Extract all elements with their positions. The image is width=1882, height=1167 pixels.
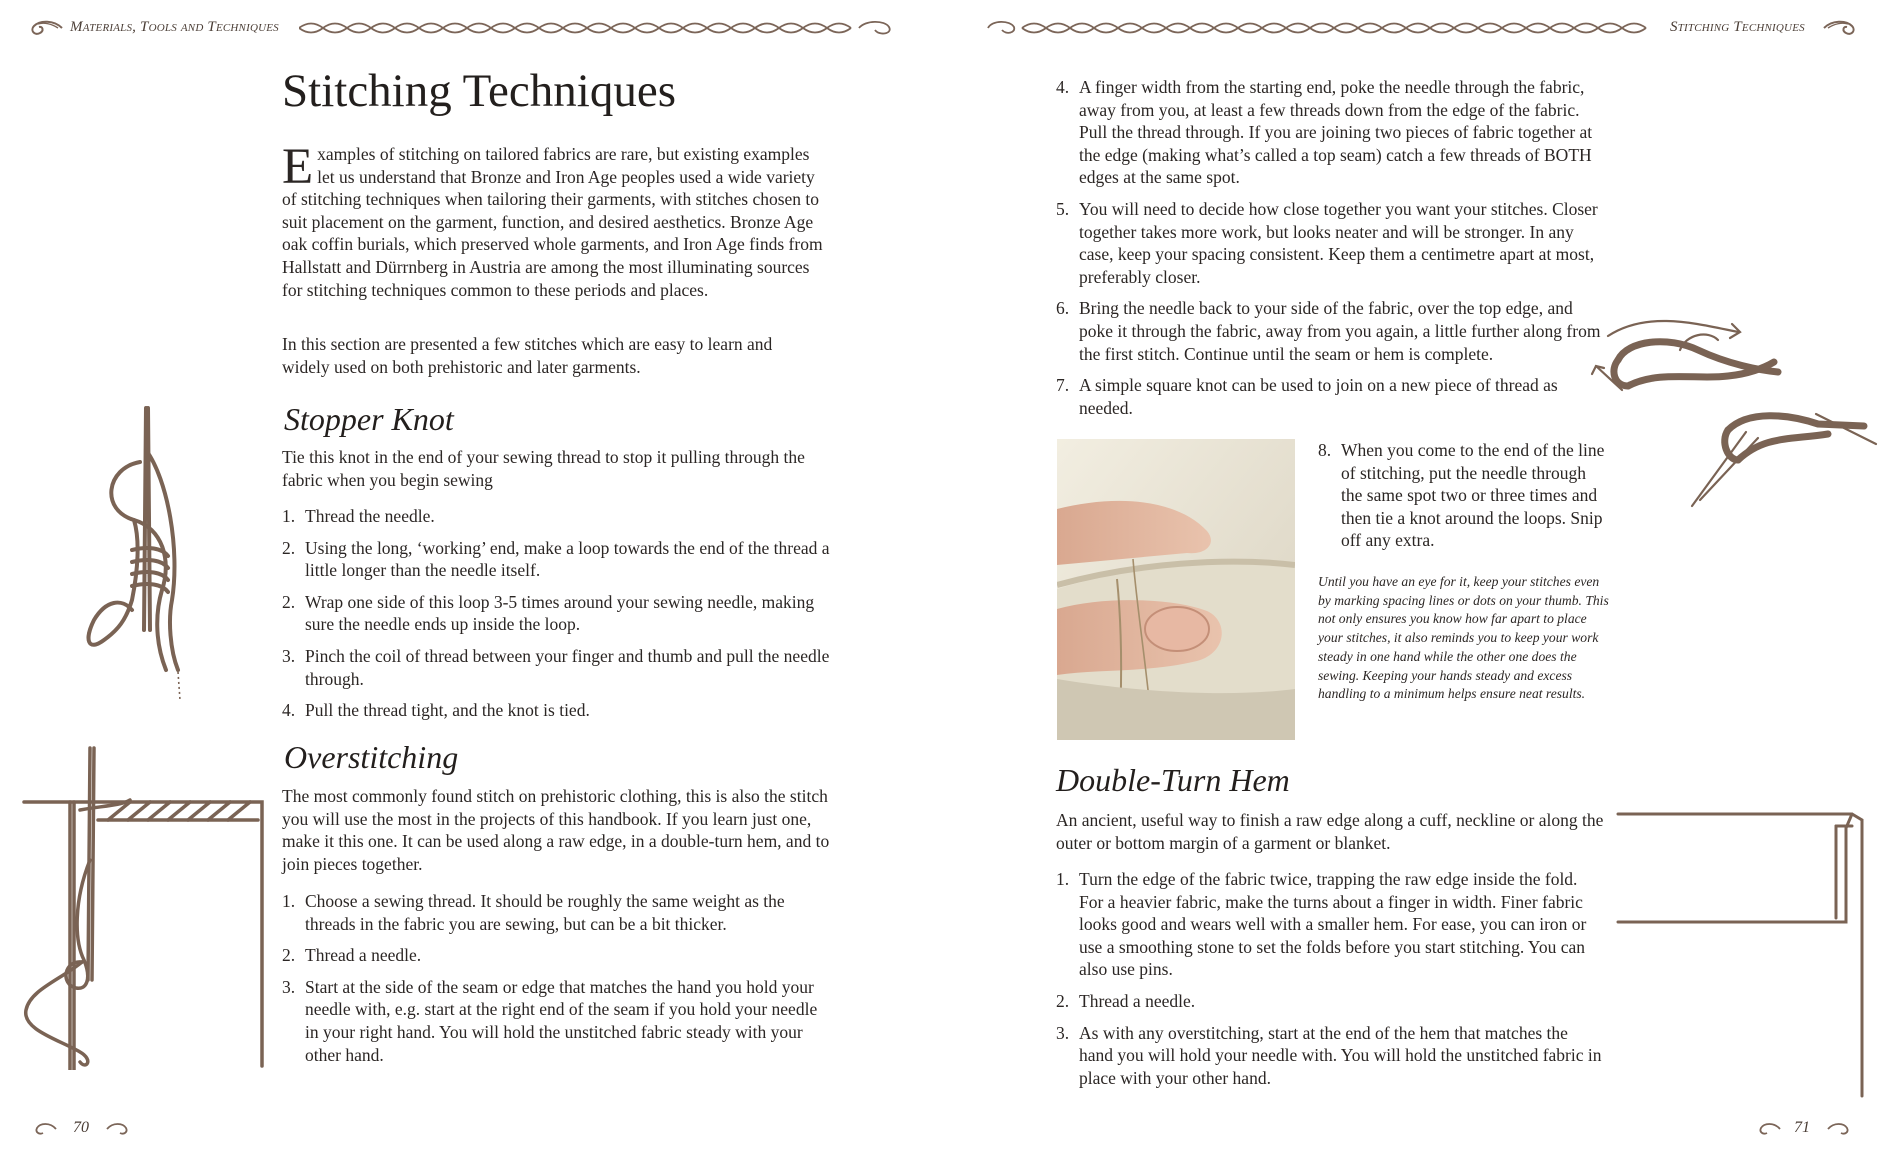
double-turn-hem-steps <box>1056 868 1606 1098</box>
list-item <box>282 944 830 967</box>
step-text: Turn the edge of the fabric twice, trapping the raw edge inside the fold. For a heavier fabric, make the turns about a finger in width. Finer fabric looks good and wears well with a smaller hem. For ease, you can iron or use a smoothing stone to set the folds before you start stitching. You can also use pins. <box>1079 869 1587 980</box>
stopper-knot-steps <box>282 505 830 731</box>
step-text: Start at the side of the seam or edge that matches the hand you hold your needle with, e.g. start at the right end of the seam if you hold your needle in your right hand. You will hold the unstitched fabric steady with your other hand. <box>305 976 818 1065</box>
step-text: You will need to decide how close together you want your stitches. Closer together takes more work, but looks neater and will be stronger. In any case, keep your spacing consistent. Keep them a centimetre apart at most, preferably closer. <box>1079 198 1598 287</box>
step-text: Thread the needle. <box>305 506 435 526</box>
step-number: 1. <box>282 891 296 911</box>
list-item <box>1056 990 1606 1013</box>
square-knot-illustration-icon <box>1588 310 1878 510</box>
step-number: 8. <box>1318 440 1332 460</box>
list-item <box>282 591 830 636</box>
overstitching-intro: The most commonly found stitch on prehistoric clothing, this is also the stitch you will use the most in the projects of this handbook. If you learn just one, make it this one. It can be used along a raw edge, in a double-turn hem, and to join pieces together. <box>282 786 830 874</box>
leaf-ornament-icon <box>1758 1121 1782 1137</box>
step-number: 3. <box>282 976 296 997</box>
list-item <box>282 505 830 528</box>
overstitching-steps-continued <box>1056 76 1606 428</box>
vine-ornament-icon <box>986 19 1664 37</box>
tip-note: Until you have an eye for it, keep your stitches even by marking spacing lines or dots on your thumb. This not only ensures you know how far apart to place your stitches, it also reminds you to keep your work steady in one hand while the other one does the sewing. Keeping your hands steady and excess handling to a minimum helps ensure neat results. <box>1318 574 1609 702</box>
step-number: 3. <box>282 645 296 666</box>
step-text: Choose a sewing thread. It should be roughly the same weight as the threads in the fabric you are sewing, but can be a bit thicker. <box>305 891 785 934</box>
double-turn-hem-intro: An ancient, useful way to finish a raw edge along a cuff, neckline or along the outer or bottom margin of a garment or blanket. <box>1056 810 1604 853</box>
vine-ornament-icon <box>299 19 895 37</box>
list-item <box>1056 297 1606 365</box>
step-number: 4. <box>1056 77 1070 97</box>
list-item <box>282 537 830 582</box>
leaf-ornament-icon <box>26 18 66 38</box>
step-text: Wrap one side of this loop 3-5 times around your sewing needle, making sure the needle ends up inside the loop. <box>305 591 815 635</box>
step-text: Thread a needle. <box>305 945 422 966</box>
list-item <box>282 699 830 722</box>
step-number: 1. <box>282 506 296 526</box>
section-heading-double-turn-hem: Double-Turn Hem <box>1056 762 1290 798</box>
step-text: Thread a needle. <box>1079 990 1196 1011</box>
section-heading-overstitching: Overstitching <box>284 739 459 775</box>
list-item <box>1318 439 1610 552</box>
thumb-stitching-photo <box>1057 439 1295 740</box>
page-number-right: 71 <box>1794 1119 1810 1136</box>
leaf-ornament-icon <box>1820 18 1860 38</box>
step-text: Bring the needle back to your side of the fabric, over the top edge, and poke it through the fabric, away from you again, a little further along from the first stitch. Continue until the seam or hem is complete. <box>1079 298 1601 364</box>
step-text: Pinch the coil of thread between your finger and thumb and pull the needle through. <box>305 645 830 689</box>
step-text: A finger width from the starting end, poke the needle through the fabric, away from you, at least a few threads down from the edge of the fabric. Pull the thread through. If you are joining two pieces of fabric together at the edge (making what’s called a top seam) catch a few threads of BOTH edges at the same spot. <box>1079 77 1593 188</box>
right-header-text: Stitching Techniques <box>1670 19 1805 35</box>
step-number: 3. <box>1056 1022 1070 1043</box>
list-item <box>1056 374 1606 419</box>
step-text: Using the long, ‘working’ end, make a loop towards the end of the thread a little longer than the needle itself. <box>305 537 830 581</box>
list-item <box>1056 76 1606 189</box>
step-8 <box>1318 439 1610 561</box>
list-item <box>282 645 830 690</box>
step-number: 1. <box>1056 869 1070 889</box>
left-header-text: Materials, Tools and Techniques <box>70 19 279 35</box>
hem-illustration-icon <box>1616 808 1882 1098</box>
step-number: 2. <box>282 591 296 612</box>
step-text: Pull the thread tight, and the knot is tied. <box>305 700 590 721</box>
left-running-header <box>26 16 896 40</box>
list-item <box>282 976 830 1066</box>
step-number: 5. <box>1056 198 1070 219</box>
step-number: 6. <box>1056 298 1070 319</box>
list-item <box>1056 1022 1606 1090</box>
overstitching-steps <box>282 890 830 1075</box>
list-item <box>1056 868 1606 981</box>
intro-paragraph <box>282 139 830 301</box>
step-text: A simple square knot can be used to join on a new piece of thread as needed. <box>1079 375 1558 418</box>
overstitch-illustration-icon <box>20 740 270 1070</box>
step-number: 2. <box>282 537 296 558</box>
page-number-left: 70 <box>73 1119 89 1136</box>
right-running-header <box>986 16 1856 40</box>
list-item <box>1056 198 1606 288</box>
intro-paragraph-2: In this section are presented a few stitches which are easy to learn and widely used on both prehistoric and later garments. <box>282 334 773 377</box>
step-text: As with any overstitching, start at the end of the hem that matches the hand you will hold your needle with. You will hold the unstitched fabric in place with your other hand. <box>1079 1022 1602 1088</box>
page-title: Stitching Techniques <box>282 65 676 117</box>
leaf-ornament-icon <box>34 1121 58 1137</box>
step-number: 2. <box>282 945 296 966</box>
section-heading-stopper-knot: Stopper Knot <box>284 401 454 437</box>
intro-text: xamples of stitching on tailored fabrics are rare, but existing examples let us understand that Bronze and Iron Age peoples used a wide variety of stitching techniques when tailoring their garments, with stitches chosen to suit placement on the garment, function, and desired aesthetics. Bronze Age oak coffin burials, which preserved whole garments, and Iron Age finds from Hallstatt and Dürrnberg in Austria are among the most illuminating sources for stitching techniques common to these periods and places. <box>282 144 823 300</box>
leaf-ornament-icon <box>1826 1121 1850 1137</box>
step-number: 4. <box>282 700 296 721</box>
step-text: When you come to the end of the line of stitching, put the needle through the same spot two or three times and then tie a knot around the loops. Snip off any extra. <box>1341 440 1605 551</box>
stopper-knot-intro: Tie this knot in the end of your sewing thread to stop it pulling through the fabric when you begin sewing <box>282 447 805 490</box>
step-number: 2. <box>1056 990 1070 1011</box>
list-item <box>282 890 830 935</box>
needle-knot-illustration-icon <box>76 400 206 710</box>
leaf-ornament-icon <box>105 1121 129 1137</box>
step-number: 7. <box>1056 375 1070 396</box>
drop-cap: E <box>282 139 314 195</box>
